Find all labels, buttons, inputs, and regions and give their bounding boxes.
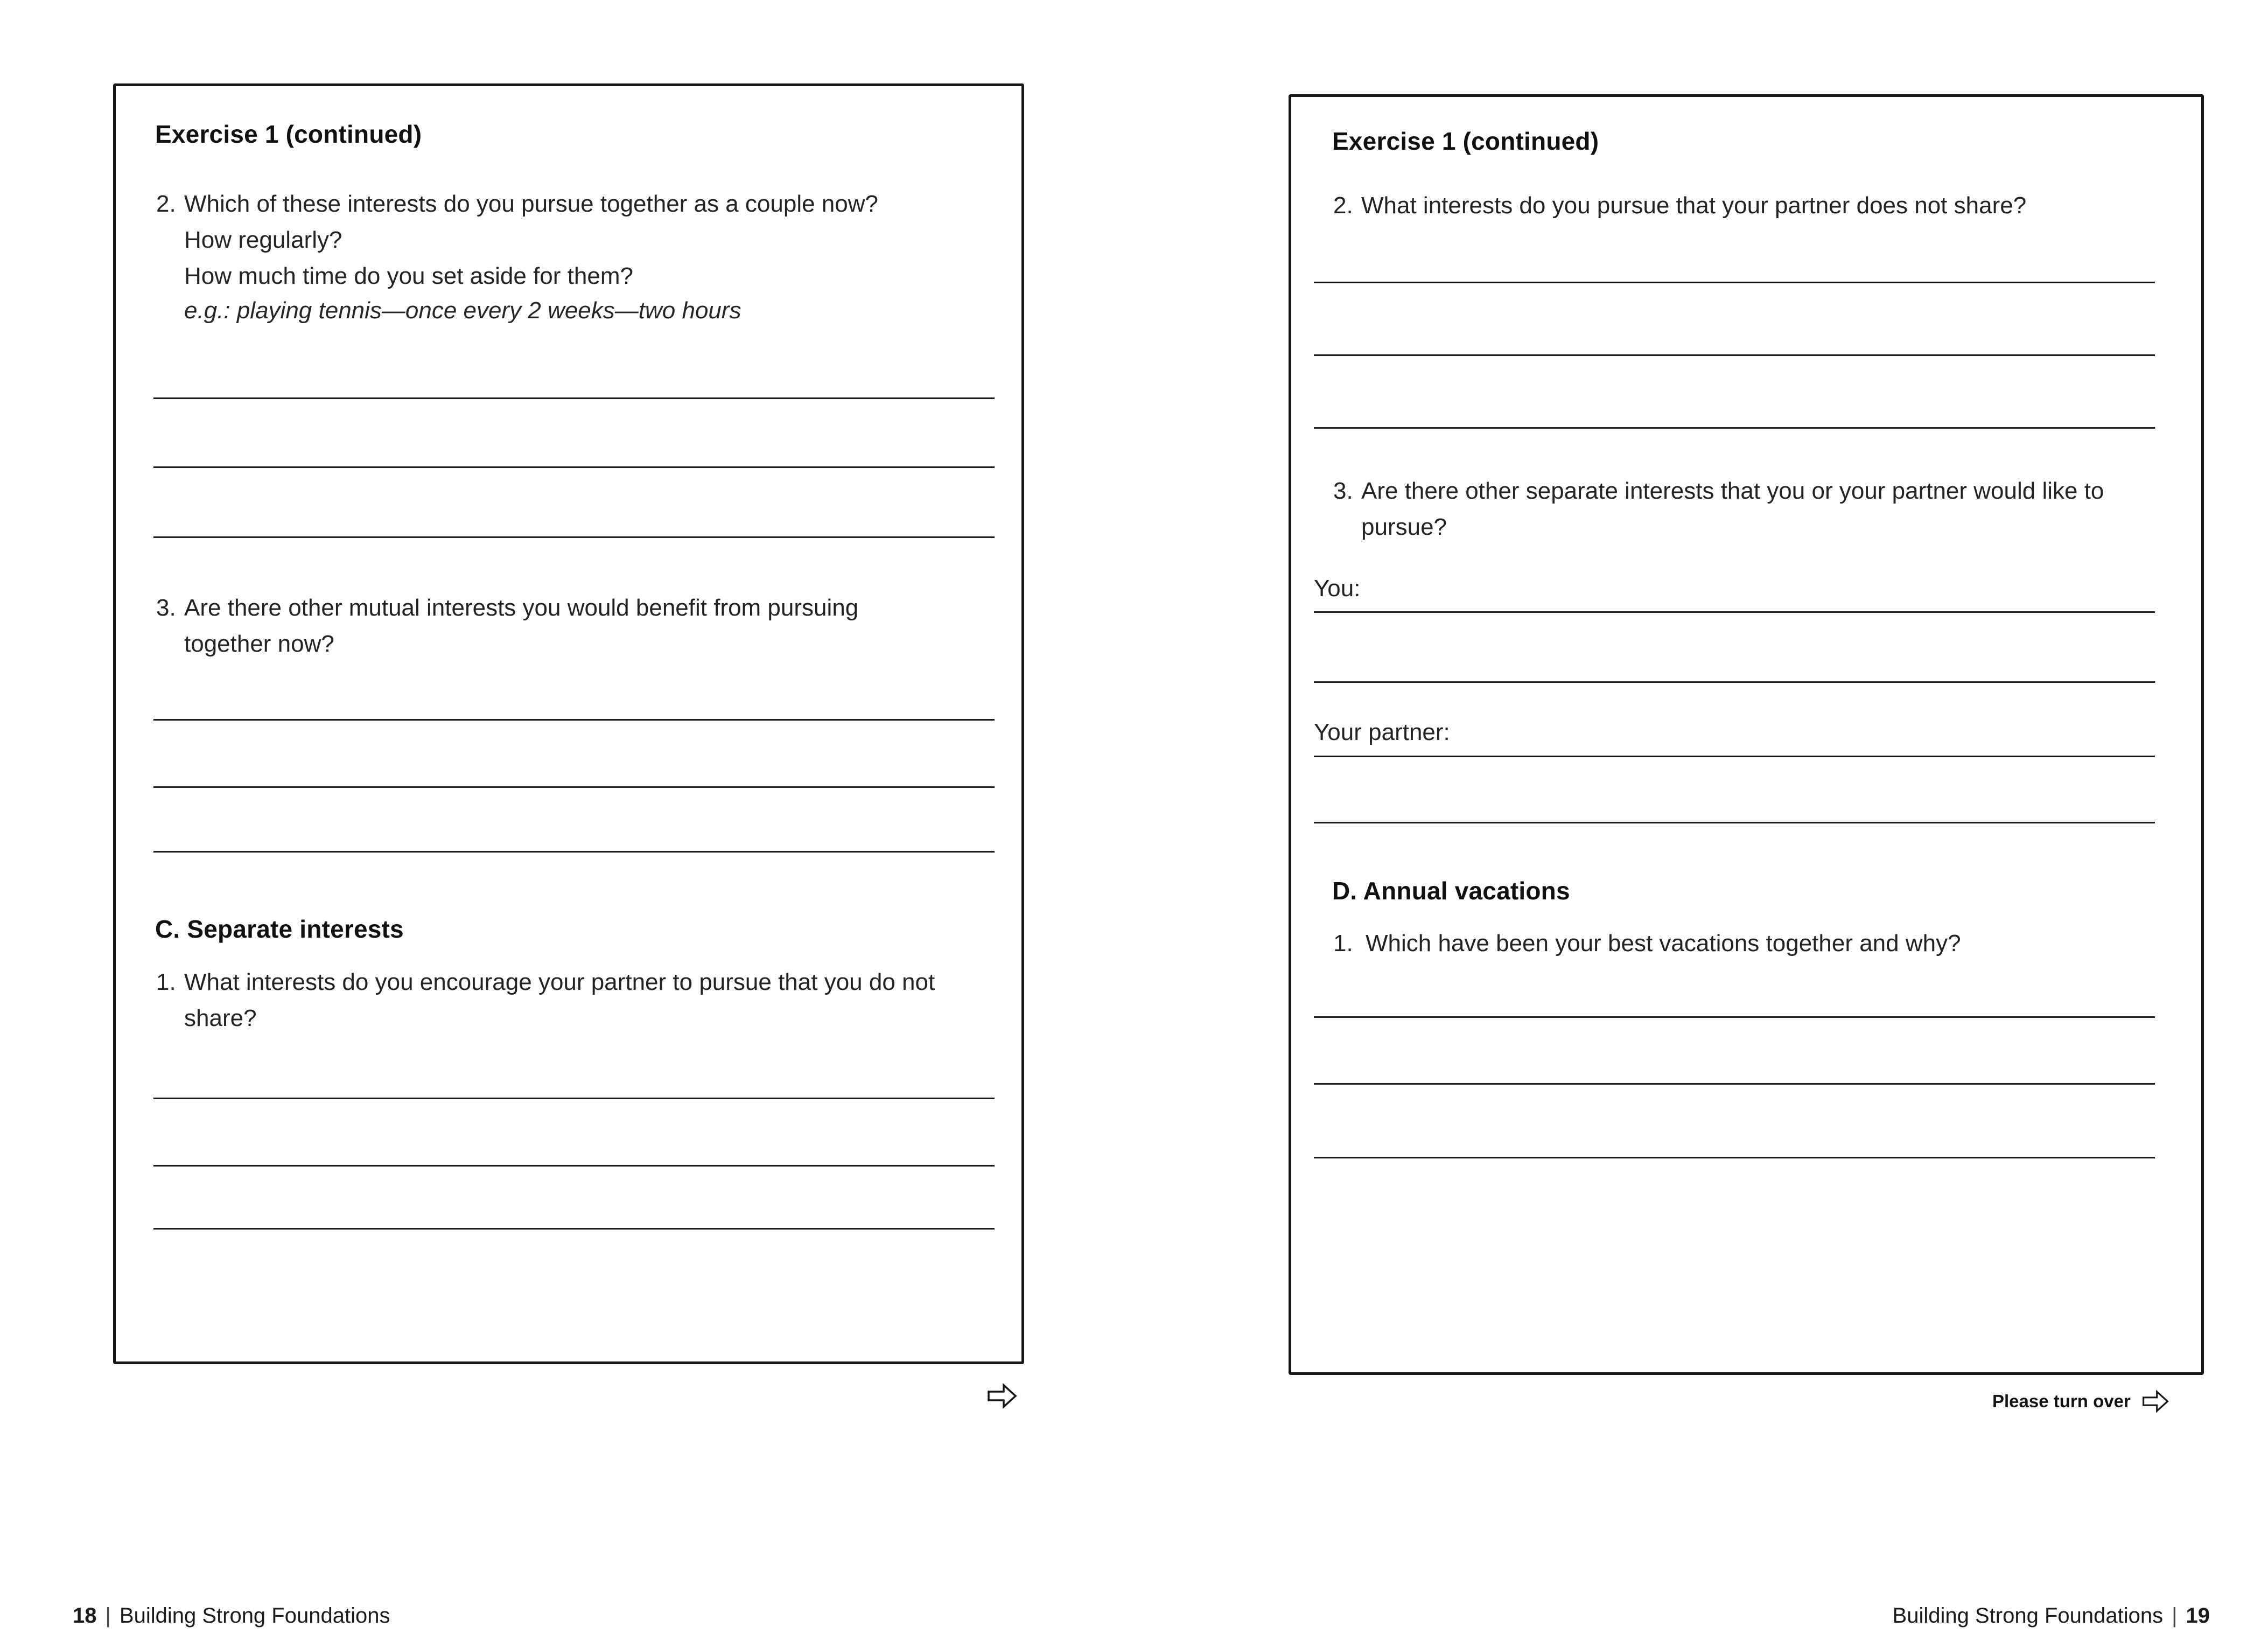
turn-over-arrow-icon <box>2141 1389 2169 1413</box>
writing-line <box>1314 1016 2155 1018</box>
turn-over <box>1992 1389 2169 1413</box>
right-page-box <box>1289 94 2204 1375</box>
section-d-heading: D. Annual vacations <box>1332 877 1570 905</box>
writing-line <box>153 851 995 853</box>
writing-line <box>153 719 995 721</box>
question-text: What interests do you encourage your partner to pursue that you do not share? <box>184 969 935 1031</box>
question-number: 3. <box>1333 478 1353 504</box>
question-number: 1. <box>156 969 176 995</box>
question-number: 2. <box>156 191 176 217</box>
question-text: Which of these interests do you pursue together as a couple now? How regularly? How much time do you set aside for them? <box>184 191 878 289</box>
writing-line <box>153 1165 995 1167</box>
question-number: 3. <box>156 595 176 621</box>
writing-line <box>153 466 995 468</box>
writing-line <box>153 1098 995 1099</box>
page-number: 18 <box>73 1604 97 1628</box>
writing-line <box>153 536 995 538</box>
exercise-heading-right: Exercise 1 (continued) <box>1332 127 1599 155</box>
writing-line <box>1314 1083 2155 1085</box>
partner-label: Your partner: <box>1314 719 1450 745</box>
exercise-heading-left: Exercise 1 (continued) <box>155 120 422 148</box>
turn-page-arrow-icon <box>986 1383 1018 1409</box>
writing-line <box>1314 1157 2155 1158</box>
book-title: Building Strong Foundations <box>1892 1604 2164 1628</box>
question-text: Are there other separate interests that you or your partner would like to pursue? <box>1361 478 2104 540</box>
writing-line <box>153 1228 995 1230</box>
turn-over-label: Please turn over <box>1992 1391 2131 1411</box>
writing-line <box>1314 611 2155 613</box>
book-title: Building Strong Foundations <box>119 1604 390 1628</box>
writing-line <box>1314 822 2155 823</box>
question-text: What interests do you pursue that your partner does not share? <box>1361 192 2027 219</box>
footer-separator: | <box>105 1604 111 1628</box>
question-1-left <box>156 964 935 1036</box>
writing-line <box>1314 282 2155 283</box>
question-text: Which have been your best vacations together and why? <box>1366 930 1961 956</box>
writing-line <box>153 786 995 788</box>
footer-right <box>1893 1604 2210 1628</box>
writing-line <box>1314 354 2155 356</box>
question-text: Are there other mutual interests you would benefit from pursuing together now? <box>184 595 859 657</box>
section-c-heading: C. Separate interests <box>155 915 404 943</box>
footer-left <box>73 1604 390 1628</box>
you-label: You: <box>1314 575 1361 602</box>
question-number: 2. <box>1333 192 1353 219</box>
question-2-left <box>156 186 878 294</box>
question-1-right <box>1333 925 1961 961</box>
footer-separator: | <box>2172 1604 2178 1628</box>
writing-line <box>153 397 995 399</box>
question-number: 1. <box>1333 930 1353 956</box>
writing-line <box>1314 681 2155 683</box>
writing-line <box>1314 756 2155 757</box>
page-number: 19 <box>2186 1604 2210 1628</box>
question-3-left <box>156 590 858 662</box>
example-text: e.g.: playing tennis—once every 2 weeks—two hours <box>184 297 741 324</box>
writing-line <box>1314 427 2155 429</box>
left-page-box <box>113 83 1024 1364</box>
question-3-right <box>1333 473 2104 545</box>
question-2-right <box>1333 187 2026 224</box>
